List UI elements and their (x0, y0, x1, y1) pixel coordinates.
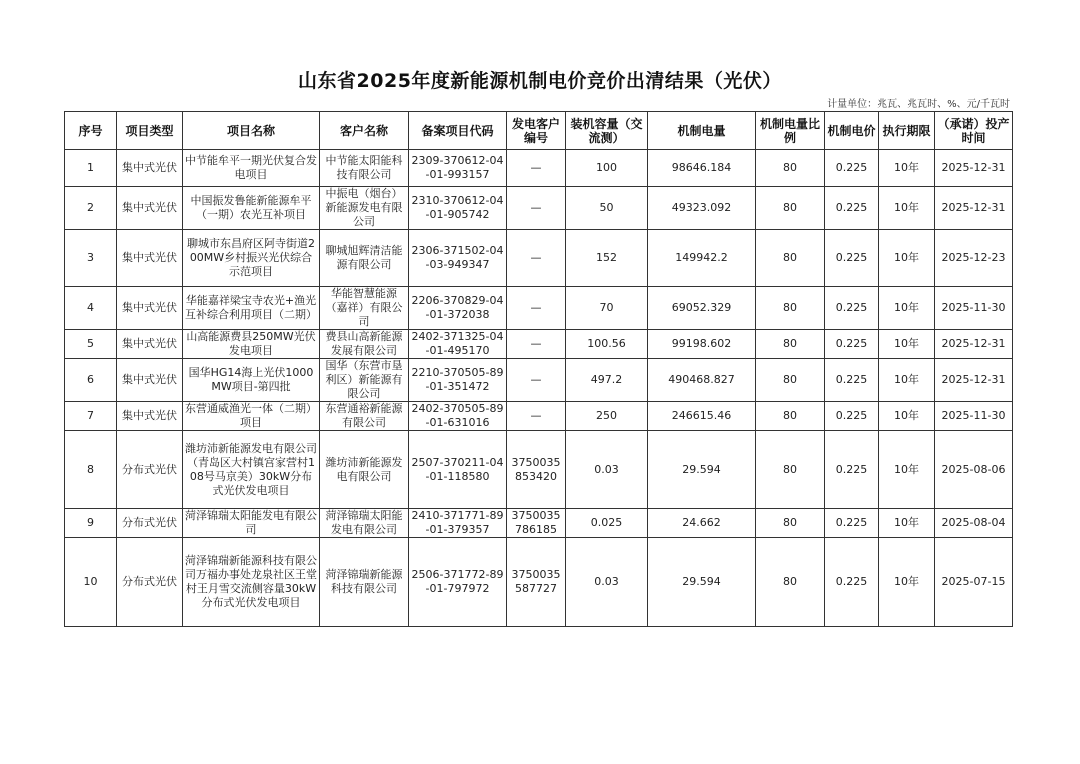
term: 10年 (879, 359, 935, 402)
unit-note: 计量单位：兆瓦、兆瓦时、%、元/千瓦时 (827, 99, 1010, 110)
mechanism-energy: 29.594 (648, 431, 756, 509)
mechanism-energy: 49323.092 (648, 187, 756, 230)
table-row (65, 538, 1013, 627)
row-number: 4 (65, 287, 117, 330)
table-row (65, 187, 1013, 230)
client-number: 3750035853420 (507, 431, 566, 509)
energy-ratio: 80 (756, 431, 825, 509)
table-row (65, 287, 1013, 330)
filing-code: 2310-370612-04-01-905742 (409, 187, 507, 230)
energy-ratio: 80 (756, 359, 825, 402)
filing-code: 2210-370505-89-01-351472 (409, 359, 507, 402)
project-type: 集中式光伏 (117, 187, 183, 230)
mechanism-price: 0.225 (825, 330, 879, 359)
project-name: 国华HG14海上光伏1000MW项目-第四批 (183, 359, 320, 402)
operation-date: 2025-08-04 (935, 509, 1013, 538)
capacity: 0.03 (566, 431, 648, 509)
mechanism-price: 0.225 (825, 509, 879, 538)
project-name: 山高能源费县250MW光伏发电项目 (183, 330, 320, 359)
header-cell: 装机容量（交流测） (566, 112, 648, 150)
capacity: 50 (566, 187, 648, 230)
project-type: 集中式光伏 (117, 287, 183, 330)
term: 10年 (879, 330, 935, 359)
project-type: 集中式光伏 (117, 359, 183, 402)
mechanism-energy: 29.594 (648, 538, 756, 627)
operation-date: 2025-11-30 (935, 402, 1013, 431)
header-cell: 机制电价 (825, 112, 879, 150)
row-number: 10 (65, 538, 117, 627)
mechanism-energy: 69052.329 (648, 287, 756, 330)
client-number: — (507, 230, 566, 287)
project-name: 聊城市东昌府区阿寺街道200MW乡村振兴光伏综合示范项目 (183, 230, 320, 287)
filing-code: 2506-371772-89-01-797972 (409, 538, 507, 627)
mechanism-energy: 99198.602 (648, 330, 756, 359)
term: 10年 (879, 230, 935, 287)
customer-name: 国华（东营市垦利区）新能源有限公司 (320, 359, 409, 402)
filing-code: 2410-371771-89-01-379357 (409, 509, 507, 538)
energy-ratio: 80 (756, 150, 825, 187)
operation-date: 2025-08-06 (935, 431, 1013, 509)
customer-name: 菏泽锦瑞新能源科技有限公司 (320, 538, 409, 627)
term: 10年 (879, 150, 935, 187)
filing-code: 2206-370829-04-01-372038 (409, 287, 507, 330)
operation-date: 2025-07-15 (935, 538, 1013, 627)
energy-ratio: 80 (756, 330, 825, 359)
mechanism-energy: 490468.827 (648, 359, 756, 402)
mechanism-price: 0.225 (825, 187, 879, 230)
filing-code: 2306-371502-04-03-949347 (409, 230, 507, 287)
header-cell: 客户名称 (320, 112, 409, 150)
header-cell: 序号 (65, 112, 117, 150)
operation-date: 2025-12-31 (935, 187, 1013, 230)
term: 10年 (879, 431, 935, 509)
table-row (65, 330, 1013, 359)
project-name: 东营通威渔光一体（二期）项目 (183, 402, 320, 431)
table-row (65, 230, 1013, 287)
project-type: 分布式光伏 (117, 538, 183, 627)
project-type: 集中式光伏 (117, 150, 183, 187)
mechanism-energy: 149942.2 (648, 230, 756, 287)
term: 10年 (879, 287, 935, 330)
project-type: 分布式光伏 (117, 509, 183, 538)
table-row (65, 431, 1013, 509)
header-cell: 执行期限 (879, 112, 935, 150)
project-type: 集中式光伏 (117, 230, 183, 287)
mechanism-energy: 246615.46 (648, 402, 756, 431)
mechanism-price: 0.225 (825, 150, 879, 187)
project-type: 集中式光伏 (117, 402, 183, 431)
client-number: — (507, 402, 566, 431)
customer-name: 中振电（烟台）新能源发电有限公司 (320, 187, 409, 230)
operation-date: 2025-11-30 (935, 287, 1013, 330)
header-cell: 备案项目代码 (409, 112, 507, 150)
capacity: 100 (566, 150, 648, 187)
table-row (65, 402, 1013, 431)
customer-name: 华能智慧能源（嘉祥）有限公司 (320, 287, 409, 330)
operation-date: 2025-12-31 (935, 150, 1013, 187)
header-cell: 项目名称 (183, 112, 320, 150)
filing-code: 2402-371325-04-01-495170 (409, 330, 507, 359)
energy-ratio: 80 (756, 538, 825, 627)
filing-code: 2507-370211-04-01-118580 (409, 431, 507, 509)
project-name: 中节能牟平一期光伏复合发电项目 (183, 150, 320, 187)
mechanism-price: 0.225 (825, 538, 879, 627)
filing-code: 2309-370612-04-01-993157 (409, 150, 507, 187)
header-cell: （承诺）投产时间 (935, 112, 1013, 150)
energy-ratio: 80 (756, 287, 825, 330)
mechanism-price: 0.225 (825, 287, 879, 330)
results-table (64, 111, 1013, 627)
capacity: 152 (566, 230, 648, 287)
row-number: 1 (65, 150, 117, 187)
term: 10年 (879, 509, 935, 538)
client-number: — (507, 287, 566, 330)
project-name: 菏泽锦瑞新能源科技有限公司万福办事处龙泉社区王堂村王月雪交流侧容量30kW分布式光伏发电项目 (183, 538, 320, 627)
term: 10年 (879, 187, 935, 230)
row-number: 5 (65, 330, 117, 359)
operation-date: 2025-12-23 (935, 230, 1013, 287)
energy-ratio: 80 (756, 402, 825, 431)
energy-ratio: 80 (756, 509, 825, 538)
header-cell: 项目类型 (117, 112, 183, 150)
energy-ratio: 80 (756, 230, 825, 287)
filing-code: 2402-370505-89-01-631016 (409, 402, 507, 431)
mechanism-price: 0.225 (825, 402, 879, 431)
project-name: 菏泽锦瑞太阳能发电有限公司 (183, 509, 320, 538)
customer-name: 潍坊沛新能源发电有限公司 (320, 431, 409, 509)
customer-name: 中节能太阳能科技有限公司 (320, 150, 409, 187)
table-row (65, 359, 1013, 402)
client-number: — (507, 359, 566, 402)
client-number: — (507, 330, 566, 359)
header-row (65, 112, 1013, 150)
capacity: 100.56 (566, 330, 648, 359)
mechanism-price: 0.225 (825, 431, 879, 509)
capacity: 70 (566, 287, 648, 330)
mechanism-energy: 98646.184 (648, 150, 756, 187)
customer-name: 东营通裕新能源有限公司 (320, 402, 409, 431)
header-cell: 机制电量比例 (756, 112, 825, 150)
row-number: 9 (65, 509, 117, 538)
client-number: — (507, 150, 566, 187)
operation-date: 2025-12-31 (935, 330, 1013, 359)
mechanism-energy: 24.662 (648, 509, 756, 538)
term: 10年 (879, 402, 935, 431)
capacity: 0.025 (566, 509, 648, 538)
client-number: 3750035786185 (507, 509, 566, 538)
project-name: 华能嘉祥梁宝寺农光+渔光互补综合利用项目（二期） (183, 287, 320, 330)
project-type: 分布式光伏 (117, 431, 183, 509)
term: 10年 (879, 538, 935, 627)
client-number: — (507, 187, 566, 230)
capacity: 497.2 (566, 359, 648, 402)
project-type: 集中式光伏 (117, 330, 183, 359)
client-number: 3750035587727 (507, 538, 566, 627)
row-number: 6 (65, 359, 117, 402)
operation-date: 2025-12-31 (935, 359, 1013, 402)
project-name: 潍坊沛新能源发电有限公司（青岛区大村镇宫家营村108号马京美）30kW分布式光伏发电项目 (183, 431, 320, 509)
header-cell: 机制电量 (648, 112, 756, 150)
table-row (65, 509, 1013, 538)
row-number: 2 (65, 187, 117, 230)
document-title: 山东省2025年度新能源机制电价竞价出清结果（光伏） (298, 70, 782, 92)
mechanism-price: 0.225 (825, 359, 879, 402)
customer-name: 聊城旭辉清洁能源有限公司 (320, 230, 409, 287)
capacity: 250 (566, 402, 648, 431)
row-number: 3 (65, 230, 117, 287)
customer-name: 菏泽锦瑞太阳能发电有限公司 (320, 509, 409, 538)
row-number: 8 (65, 431, 117, 509)
mechanism-price: 0.225 (825, 230, 879, 287)
energy-ratio: 80 (756, 187, 825, 230)
capacity: 0.03 (566, 538, 648, 627)
table-row (65, 150, 1013, 187)
row-number: 7 (65, 402, 117, 431)
customer-name: 费县山高新能源发展有限公司 (320, 330, 409, 359)
project-name: 中国振发鲁能新能源牟平（一期）农光互补项目 (183, 187, 320, 230)
header-cell: 发电客户编号 (507, 112, 566, 150)
